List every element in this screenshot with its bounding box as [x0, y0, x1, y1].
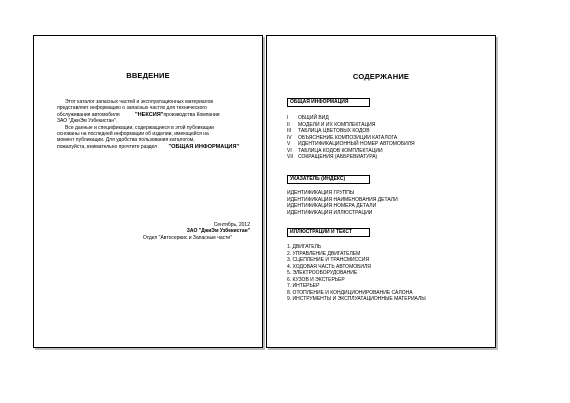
- toc-number: VII: [287, 154, 294, 161]
- toc-label: ИДЕНТИФИКАЦИЯ ГРУППЫ: [287, 190, 355, 196]
- toc-label: ОБЩИЙ ВИД: [298, 115, 329, 121]
- toc-label: 4. ХОДОВАЯ ЧАСТЬ АВТОМОБИЛЯ: [287, 263, 371, 270]
- intro-line: момент публикации. Для удобства пользования каталогом,: [57, 137, 195, 144]
- illustrations-list: [287, 244, 487, 303]
- toc-label: 7. ИНТЕРЬЕР: [287, 283, 320, 290]
- signature-block: [70, 222, 250, 241]
- toc-number: III: [287, 128, 292, 135]
- section-heading-illustrations[interactable]: ИЛЛЮСТРАЦИИ И ТЕКСТ: [287, 228, 370, 237]
- toc-label: ИДЕНТИФИКАЦИОННЫЙ НОМЕР АВТОМОБИЛЯ: [298, 141, 415, 148]
- intro-line: представляет информацию о запасных частях для технического: [57, 105, 207, 112]
- intro-text: обслуживания автомобиля: [57, 111, 120, 118]
- toc-label: 1. ДВИГАТЕЛЬ: [287, 244, 322, 250]
- intro-paragraph: [57, 99, 257, 150]
- intro-line: Этот каталог запасных частей и эксплуатационных материалов: [65, 99, 214, 105]
- toc-label: 2. УПРАВЛЕНИЕ ДВИГАТЕЛЕМ: [287, 250, 361, 257]
- left-page: [33, 35, 263, 348]
- toc-number: V: [287, 141, 291, 148]
- section-heading-index[interactable]: УКАЗАТЕЛЬ (ИНДЕКС): [287, 175, 370, 184]
- toc-label: 9. ИНСТРУМЕНТЫ И ЭКСПЛУАТАЦИОННЫЕ МАТЕРИАЛЫ: [287, 296, 426, 303]
- intro-line: ЗАО "ДжиЭм Узбекистан".: [57, 118, 118, 125]
- toc-number: II: [287, 121, 290, 128]
- toc-item[interactable]: [287, 296, 487, 303]
- intro-line: Все данные и спецификации, содержащиеся в этой публикации: [65, 124, 214, 131]
- general-info-list: [287, 115, 487, 161]
- signature-department: Отдел "Автосервис и Запасные части": [142, 234, 232, 241]
- toc-label: 3. СЦЕПЛЕНИЕ И ТРАНСМИССИЯ: [287, 257, 370, 264]
- intro-text: пожалуйста, внимательно прочтите раздел: [57, 143, 158, 150]
- intro-text: производства Компании: [163, 111, 220, 118]
- section-heading-general-info[interactable]: ОБЩАЯ ИНФОРМАЦИЯ: [287, 98, 370, 107]
- toc-label: ИДЕНТИФИКАЦИЯ НОМЕРА ДЕТАЛИ: [287, 203, 377, 210]
- section-reference: "ОБЩАЯ ИНФОРМАЦИЯ": [168, 143, 240, 150]
- toc-label: ОБЪЯСНЕНИЕ КОМПОЗИЦИИ КАТАЛОГА: [298, 134, 398, 141]
- page-title-contents: СОДЕРЖАНИЕ: [352, 72, 410, 81]
- toc-label: СОКРАЩЕНИЯ (АББРЕВИАТУРА): [298, 154, 378, 161]
- signature-date: Сентябрь, 2012: [213, 222, 250, 228]
- toc-label: ИДЕНТИФИКАЦИЯ ИЛЛЮСТРАЦИИ: [287, 209, 373, 216]
- toc-label: ТАБЛИЦА ЦВЕТОВЫХ КОДОВ: [298, 128, 370, 135]
- toc-label: 6. КУЗОВ И ЭКСТЕРЬЕР: [287, 276, 345, 283]
- toc-number: IV: [287, 134, 292, 141]
- toc-label: ТАБЛИЦА КОДОВ КОМПЛЕКТАЦИИ: [298, 147, 383, 154]
- intro-line: основаны на последней информации об изделии, имеющейся на: [57, 131, 209, 138]
- toc-item[interactable]: [287, 210, 487, 217]
- toc-number: VI: [287, 147, 292, 154]
- right-page: [266, 35, 496, 348]
- toc-label: 5. ЭЛЕКТРООБОРУДОВАНИЕ: [287, 270, 358, 277]
- index-list: [287, 190, 487, 216]
- toc-number: I: [287, 115, 289, 121]
- toc-label: ИДЕНТИФИКАЦИЯ НАИМЕНОВАНИЯ ДЕТАЛИ: [287, 196, 398, 203]
- signature-company: ЗАО "ДжиЭм Узбекистан": [186, 228, 250, 235]
- toc-label: МОДЕЛИ И ИХ КОМПЛЕКТАЦИЯ: [298, 121, 376, 128]
- model-name: "НЕКСИЯ": [134, 111, 164, 118]
- toc-label: 8. ОТОПЛЕНИЕ И КОНДИЦИОНИРОВАНИЕ САЛОНА: [287, 289, 413, 296]
- toc-item[interactable]: [287, 154, 487, 161]
- intro-line: [57, 144, 257, 150]
- page-title-introduction: ВВЕДЕНИЕ: [126, 71, 170, 80]
